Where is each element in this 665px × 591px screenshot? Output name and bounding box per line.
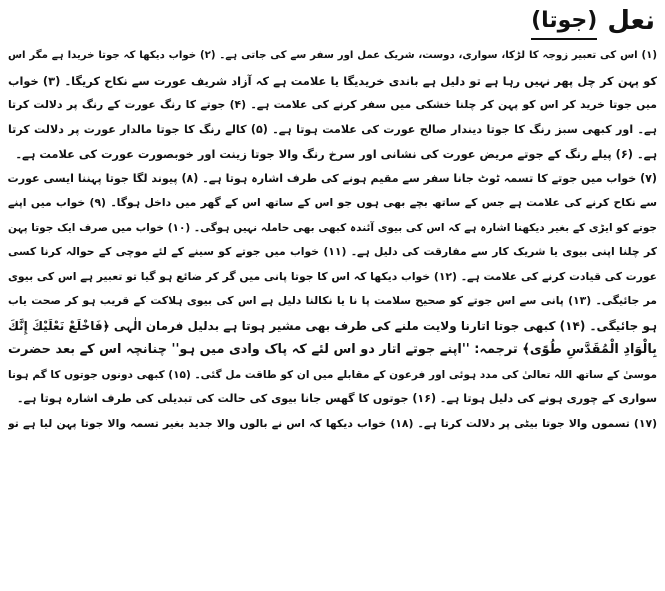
- text-line: کر چلنا اپنی بیوی یا شریک کار سے مفارقت کی دلیل ہے۔ (۱۱) خواب میں جوتے کو سینے کے لئے موچی کے حوالہ کرنا کسی: [8, 245, 657, 258]
- body-text: [8, 44, 657, 436]
- text-line: عورت کی قیادت کرنے کی علامت ہے۔ (۱۲) خواب دیکھا کہ اس کا جوتا پانی میں گر کر ضائع ہو گیا تو تعبیر ہے اس کی بیوی: [8, 269, 657, 283]
- text-line: ہو جائیگی۔ (۱۴) کبھی جوتا اتارنا ولایت ملنے کی طرف بھی مشیر ہوتا ہے بدلیل فرمان الٰہی ﴿فَاخْلَعْ نَعْلَيْكَ إِنَّكَ: [8, 318, 657, 333]
- text-line: ہے۔ (۶) پیلے رنگ کے جوتے مریض عورت کی نشانی اور سرخ رنگ والا جوتا زینت اور خوبصورت عورت کی علامت ہے۔: [15, 147, 657, 161]
- heading-row: [8, 4, 657, 44]
- text-line: سواری کے چوری ہونے کی دلیل ہوتا ہے۔ (۱۶) جوتوں کا گھس جانا بیوی کی حالت کی تبدیلی کی طرف اشارہ ہوتا ہے۔: [16, 392, 657, 405]
- text-line: بِالْوَادِ الْمُقَدَّسِ طُوًى﴾ ترجمہ: ''اپنے جوتے اتار دو اس لئے کہ پاک وادی میں ہو'' چنانچہ اس کے بعد حضرت: [8, 342, 657, 357]
- text-line: مر جائیگی۔ (۱۳) پانی سے اس جوتے کو صحیح سلامت پا نا یا نکالنا دلیل ہے اس کی بیوی ہلاکت کے قریب ہو کر صحت یاب: [8, 294, 657, 307]
- text-line: جوتے کو ایڑی کے بغیر دیکھنا اشارہ ہے کہ اس کی بیوی آئندہ کبھی بھی حاملہ نہیں ہوگی۔ (۱۰) خواب میں صرف ایک جوتا پہن: [8, 221, 657, 234]
- text-line: موسیٰ کے ساتھ اللہ تعالیٰ کی مدد ہوئی اور فرعون کے مقابلے میں ان کو طاقت مل گئی۔ (۱۵) کبھی دونوں جوتوں کا گم ہونا: [8, 368, 657, 381]
- page-subtitle: (جوتا): [531, 4, 597, 40]
- text-line: میں جوتا خرید کر اس کو پہن کر چلنا خشکی میں سفر کرنے کی علامت ہے۔ (۴) جوتے کا رنگ عورت کے رنگ پر دلالت کرتا: [8, 98, 657, 111]
- text-line: (۷) خواب میں جوتے کا تسمہ ٹوٹ جانا سفر سے مقیم ہونے کی طرف اشارہ ہوتا ہے۔ (۸) پیوند لگا جوتا پہننا ایسی عورت: [8, 171, 657, 185]
- page-title: نعل: [607, 6, 655, 36]
- document-page: [8, 4, 657, 587]
- text-line: (۱) اس کی تعبیر زوجہ کا لڑکا، سواری، دوست، شریک عمل اور سفر سے کی جاتی ہے۔ (۲) خواب دیکھا کہ جوتا خریدا ہے مگر اس: [8, 50, 657, 61]
- text-line: سے نکاح کرنے کی علامت ہے جس کے ساتھ بچے بھی ہوں جو اس کے ساتھ اس کے گھر میں داخل ہوگا۔ (۹) خواب میں اپنے: [8, 196, 657, 209]
- text-line: کو پہن کر چل پھر نہیں رہا ہے تو دلیل ہے باندی خریدیگا یا علامت ہے کہ آزاد شریف عورت سے نکاح کریگا۔ (۳) خواب: [8, 73, 657, 88]
- text-line: ہے۔ اور کبھی سبز رنگ کا جوتا دیندار صالح عورت کی علامت ہوتا ہے۔ (۵) کالے رنگ کا جوتا مالدار عورت پر دلالت کرتا: [8, 122, 657, 136]
- text-line: (۱۷) تسموں والا جوتا بیٹی پر دلالت کرتا ہے۔ (۱۸) خواب دیکھا کہ اس نے بالوں والا جدید بغیر تسمہ والا جوتا پہن لیا ہے تو: [8, 416, 657, 430]
